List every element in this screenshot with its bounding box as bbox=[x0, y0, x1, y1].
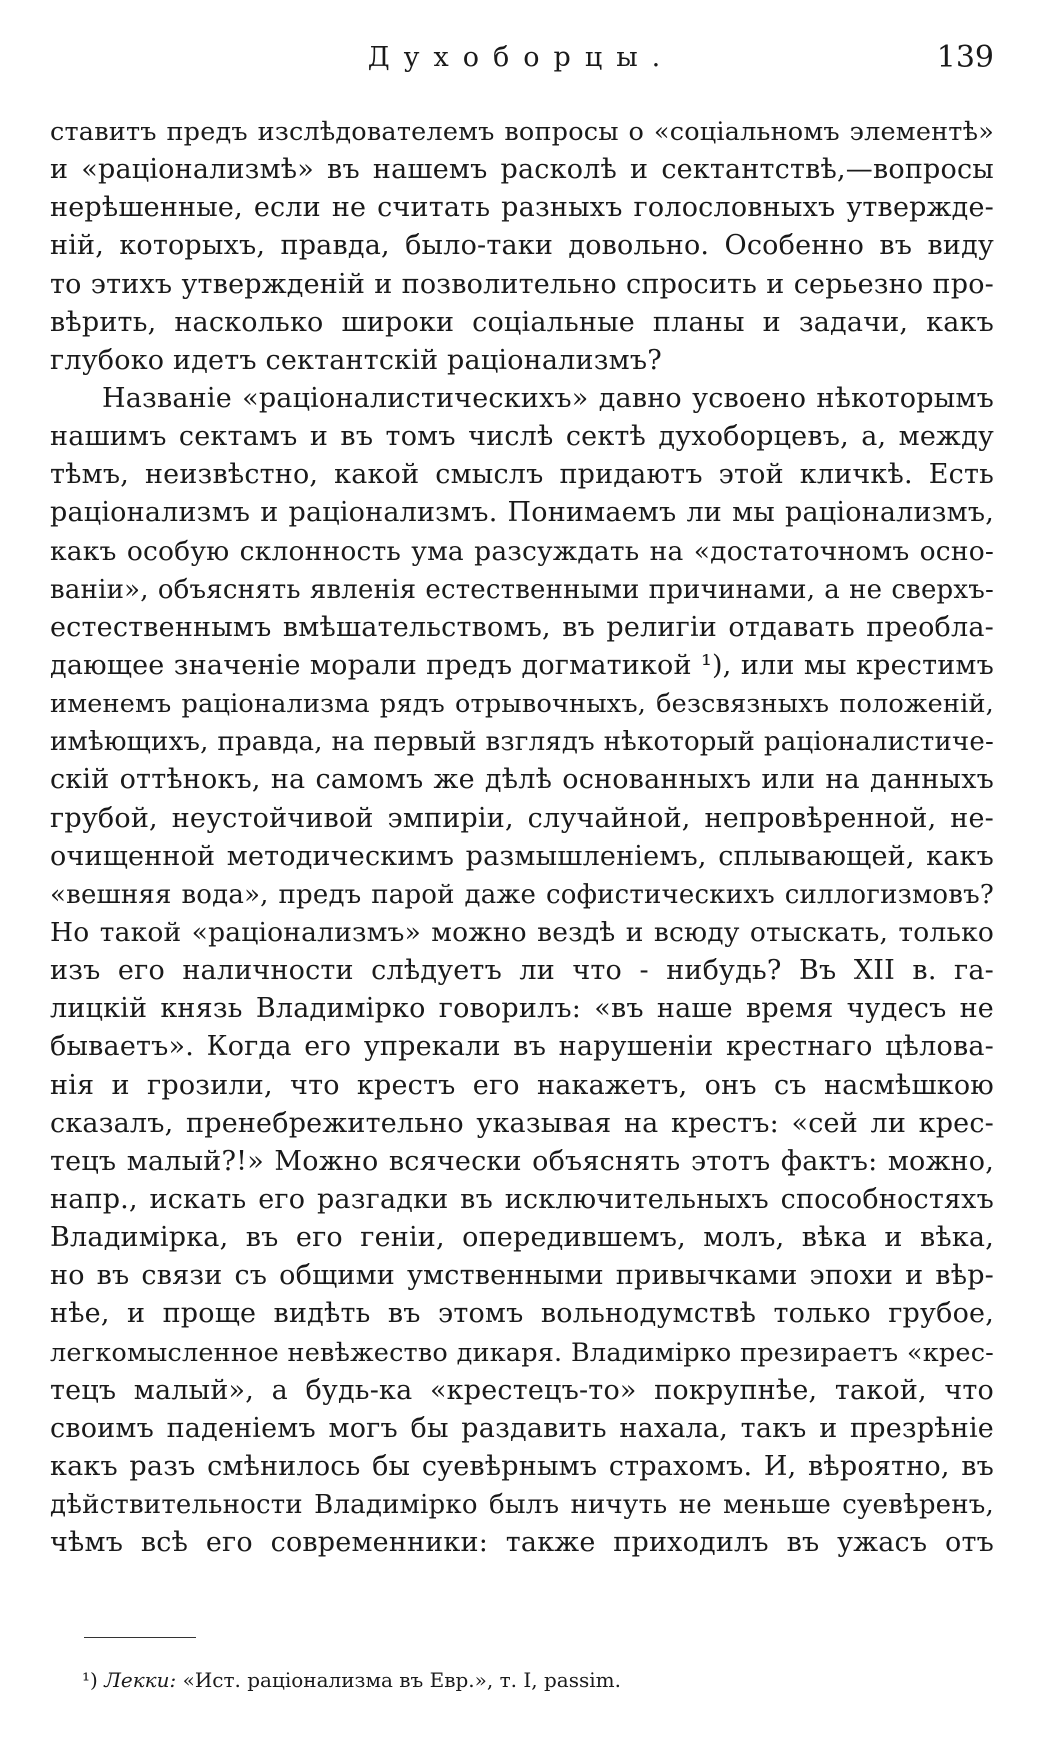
text-line: Но такой «раціонализмъ» можно вездѣ и всюду отыскать, только bbox=[50, 916, 994, 948]
text-line: ваніи», объяснять явленія естественными причинами, а не сверхъ- bbox=[50, 574, 994, 605]
text-line: изъ его наличности слѣдуетъ ли что - нибудь? Въ XII в. га- bbox=[50, 955, 994, 987]
footnote bbox=[82, 1665, 621, 1695]
text-line: Владимірка, въ его геніи, опередившемъ, молъ, вѣка и вѣка, bbox=[50, 1222, 994, 1254]
running-head bbox=[48, 38, 994, 78]
text-line: нѣе, и проще видѣть въ этомъ вольнодумствѣ только грубое, bbox=[50, 1298, 994, 1330]
text-line: тецъ малый?!» Можно всячески объяснять этотъ фактъ: можно, bbox=[50, 1145, 994, 1177]
text-line: имѣющихъ, правда, на первый взглядъ нѣкоторый раціоналистиче- bbox=[50, 727, 994, 758]
text-line: «вешняя вода», предъ парой даже софистическихъ силлогизмовъ? bbox=[50, 879, 994, 910]
text-line: ній, которыхъ, правда, было-таки довольно. Особенно въ виду bbox=[50, 230, 994, 262]
text-line: но въ связи съ общими умственными привычками эпохи и вѣр- bbox=[50, 1260, 994, 1292]
footnote-text: «Ист. раціонализма въ Евр.», т. I, passim. bbox=[182, 1668, 621, 1692]
text-line: лицкій князь Владимірко говорилъ: «въ наше время чудесъ не bbox=[50, 993, 994, 1025]
text-line: грубой, неустойчивой эмпиріи, случайной, непровѣренной, не- bbox=[50, 802, 994, 834]
text-line: скій оттѣнокъ, на самомъ же дѣлѣ основанныхъ или на данныхъ bbox=[50, 764, 994, 796]
text-line: вѣрить, насколько широки соціальные планы и задачи, какъ bbox=[50, 306, 994, 338]
running-title: Духоборцы. bbox=[367, 42, 675, 73]
text-line: нерѣшенные, если не считать разныхъ голословныхъ утвержде- bbox=[50, 192, 994, 224]
footnote-author: Лекки: bbox=[104, 1668, 177, 1692]
text-line: именемъ раціонализма рядъ отрывочныхъ, безсвязныхъ положеній, bbox=[50, 689, 994, 720]
paragraph-first-line: Названіе «раціоналистическихъ» давно усвоено нѣкоторымъ bbox=[102, 382, 994, 414]
text-line: то этихъ утвержденій и позволительно спросить и серьезно про- bbox=[50, 268, 994, 300]
text-line: сказалъ, пренебрежительно указывая на крестъ: «сей ли крес- bbox=[50, 1107, 994, 1139]
text-line: тѣмъ, неизвѣстно, какой смыслъ придаютъ этой кличкѣ. Есть bbox=[50, 459, 994, 491]
text-line: бываетъ». Когда его упрекали въ нарушеніи крестнаго цѣлова- bbox=[50, 1031, 994, 1063]
text-line: дающее значеніе морали предъ догматикой ¹), или мы крестимъ bbox=[50, 649, 994, 681]
text-line: какъ особую склонность ума разсуждать на «достаточномъ осно- bbox=[50, 535, 994, 567]
text-line: глубоко идетъ сектантскій раціонализмъ? bbox=[50, 344, 662, 376]
footnote-divider bbox=[84, 1637, 196, 1638]
text-line: напр., искать его разгадки въ исключительныхъ способностяхъ bbox=[50, 1183, 994, 1215]
page-number: 139 bbox=[936, 40, 994, 75]
text-line: естественнымъ вмѣшательствомъ, въ религіи отдавать преобла- bbox=[50, 611, 994, 643]
text-line: ставитъ предъ изслѣдователемъ вопросы о «соціальномъ элементѣ» bbox=[50, 117, 994, 147]
text-line: своимъ паденіемъ могъ бы раздавить нахала, такъ и презрѣніе bbox=[50, 1412, 994, 1444]
text-line: и «раціонализмѣ» въ нашемъ расколѣ и сектантствѣ,—вопросы bbox=[50, 154, 994, 186]
text-line: легкомысленное невѣжество дикаря. Владимірко презираетъ «крес- bbox=[50, 1337, 994, 1368]
text-line: очищенной методическимъ размышленіемъ, сплывающей, какъ bbox=[50, 840, 994, 872]
text-line: нашимъ сектамъ и въ томъ числѣ сектѣ духоборцевъ, а, между bbox=[50, 421, 994, 453]
footnote-marker: ¹) bbox=[82, 1668, 98, 1692]
body-text bbox=[50, 113, 994, 1562]
text-line: нія и грозили, что крестъ его накажетъ, онъ съ насмѣшкою bbox=[50, 1069, 994, 1101]
text-line: дѣйствительности Владимірко былъ ничуть не меньше суевѣренъ, bbox=[50, 1490, 994, 1521]
text-line: тецъ малый», а будь-ка «крестецъ-то» покрупнѣе, такой, что bbox=[50, 1374, 994, 1406]
text-line: чѣмъ всѣ его современники: также приходилъ въ ужасъ отъ bbox=[50, 1527, 994, 1559]
text-line: раціонализмъ и раціонализмъ. Понимаемъ ли мы раціонализмъ, bbox=[50, 497, 994, 529]
text-line: какъ разъ смѣнилось бы суевѣрнымъ страхомъ. И, вѣроятно, въ bbox=[50, 1450, 994, 1482]
